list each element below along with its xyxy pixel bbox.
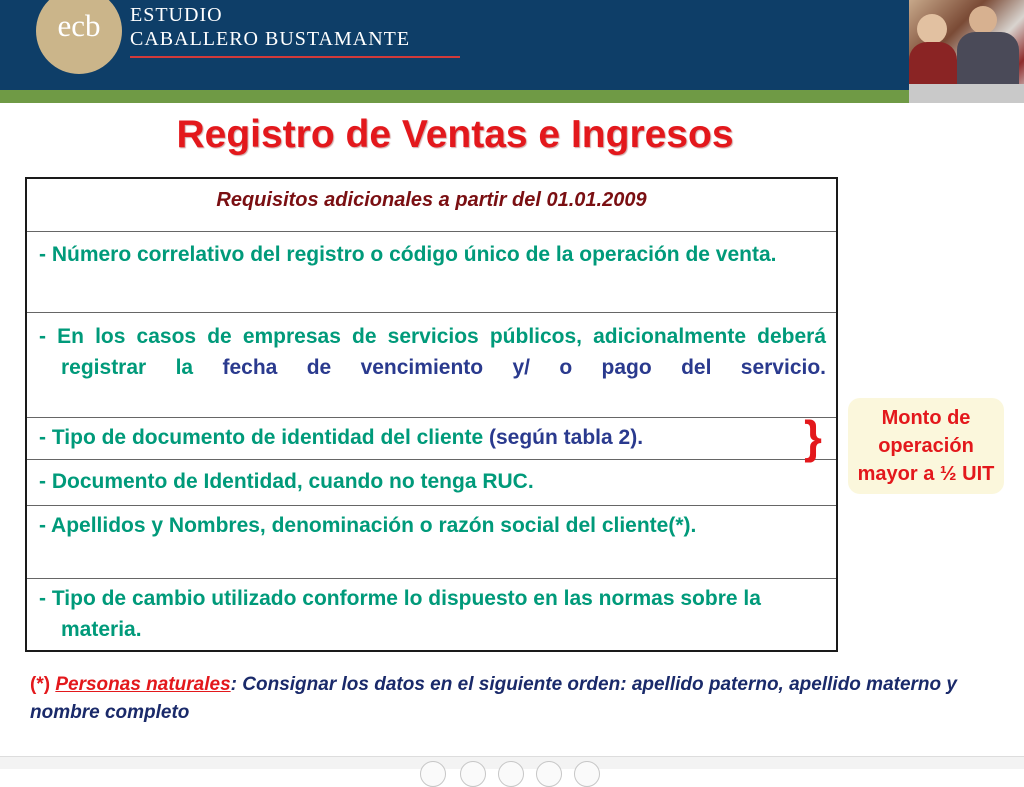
table-row: - Documento de Identidad, cuando no tenga RUC. xyxy=(27,459,836,505)
table-row: - Apellidos y Nombres, denominación o razón social del cliente(*). xyxy=(27,505,836,578)
table-header: Requisitos adicionales a partir del 01.01.2009 xyxy=(216,189,647,211)
callout-line3: mayor a ½ UIT xyxy=(857,463,995,485)
table-row: - Tipo de cambio utilizado conforme lo dispuesto en las normas sobre la materia. xyxy=(27,578,836,650)
footnote-text: : Consignar los datos en el siguiente orden: apellido paterno, apellido materno y nombre completo xyxy=(30,674,957,723)
footnote xyxy=(30,671,990,727)
logo-text: ecb xyxy=(57,8,101,43)
footnote-mark: (*) xyxy=(30,674,51,695)
requirements-table xyxy=(25,177,838,652)
firm-underline xyxy=(130,56,460,58)
toolbar-button[interactable] xyxy=(498,761,524,787)
header-photo xyxy=(909,0,1024,103)
table-row: - En los casos de empresas de servicios públicos, adicionalmente deberá registrar la fecha de vencimiento y/ o pago del servicio. xyxy=(27,312,836,417)
firm-name-line2: CABALLERO BUSTAMANTE xyxy=(130,28,411,50)
firm-name-line1: ESTUDIO xyxy=(130,4,223,26)
toolbar-button[interactable] xyxy=(460,761,486,787)
header-green-strip xyxy=(0,90,1024,103)
toolbar-button[interactable] xyxy=(574,761,600,787)
brace-icon: } xyxy=(804,411,822,463)
callout-line1: Monto de xyxy=(881,407,971,429)
table-row: - Número correlativo del registro o código único de la operación de venta. xyxy=(27,231,836,312)
table-row: - Tipo de documento de identidad del cliente (según tabla 2). xyxy=(27,417,836,459)
callout-box xyxy=(848,398,1004,494)
firm-name xyxy=(130,4,410,52)
slide-title: Registro de Ventas e Ingresos xyxy=(176,113,734,156)
toolbar-button[interactable] xyxy=(536,761,562,787)
callout-line2: operación xyxy=(878,435,974,457)
toolbar-button[interactable] xyxy=(420,761,446,787)
footnote-label: Personas naturales xyxy=(55,674,231,695)
